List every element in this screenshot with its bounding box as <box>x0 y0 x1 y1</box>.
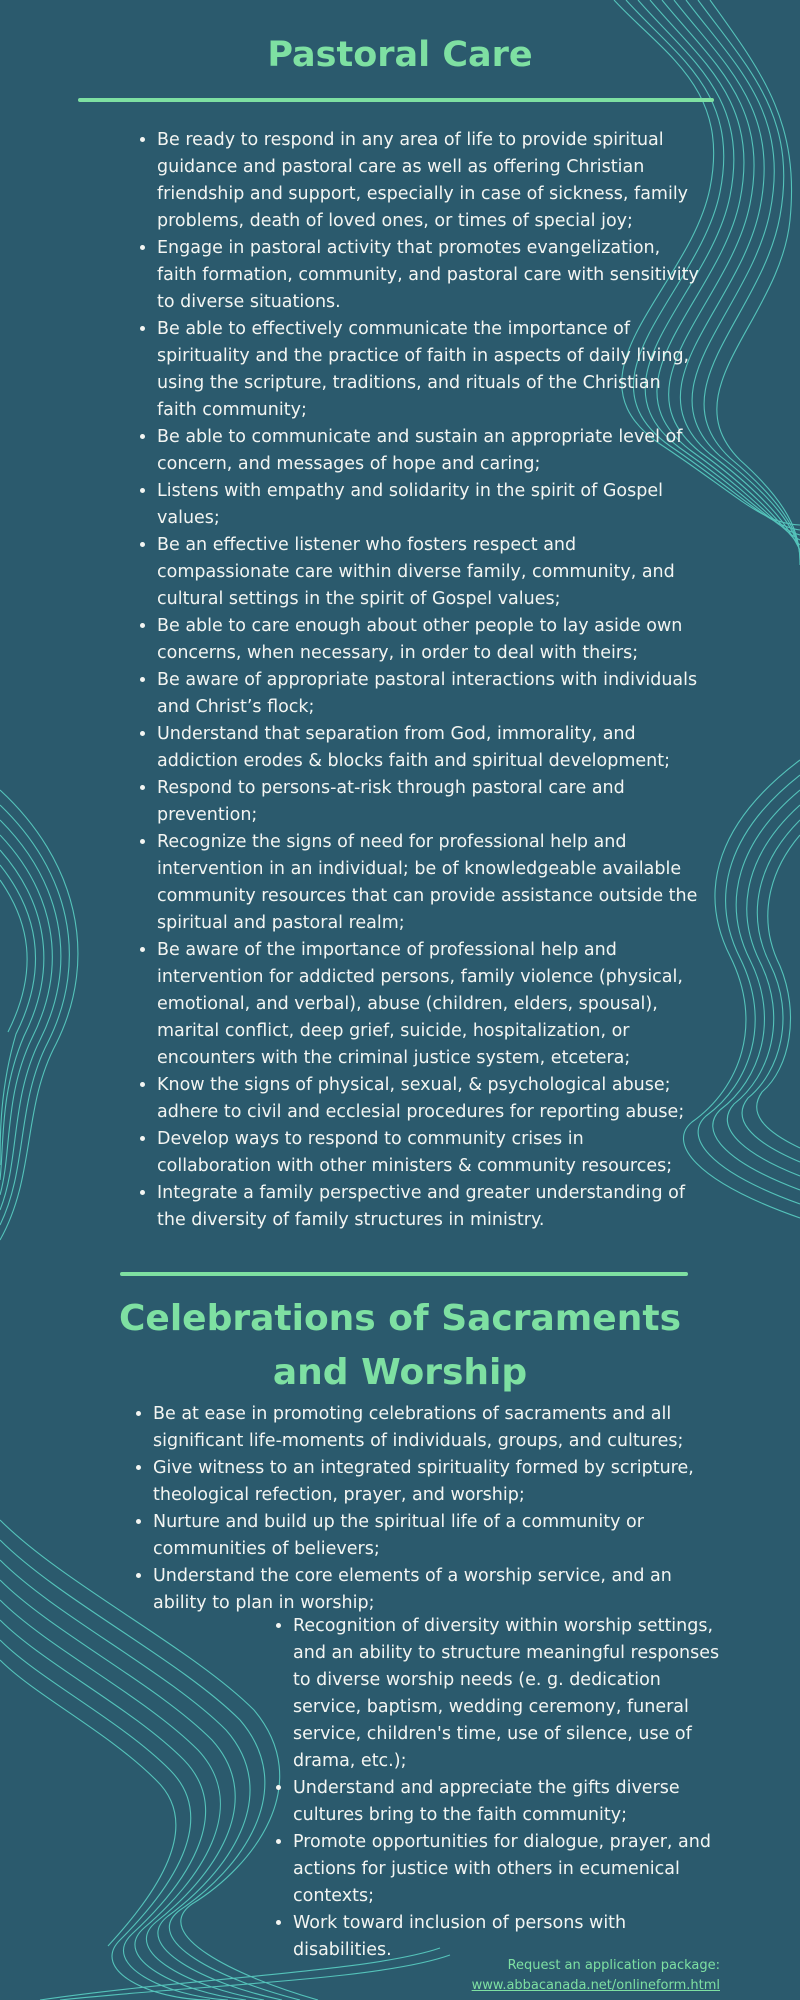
sacraments-worship-list <box>128 1401 715 1617</box>
left-middle-waves <box>0 790 78 1240</box>
list-item: • Be able to effectively communicate the importance of spirituality and the practice of faith in aspects of daily living, using the scripture, traditions, and rituals of the Christian faith community; <box>157 316 702 424</box>
title-line-1: Celebrations of Sacraments <box>118 1298 681 1339</box>
pastoral-care-list <box>132 127 702 1234</box>
list-item: • Listens with empathy and solidarity in the spirit of Gospel values; <box>157 478 702 532</box>
list-item: • Recognize the signs of need for professional help and intervention in an individual; be of knowledgeable available community resources that can provide assistance outside the spiritual and pastoral realm; <box>157 829 702 937</box>
list-item: • Engage in pastoral activity that promotes evangelization, faith formation, community, and pastoral care with sensitivity to diverse situations. <box>157 235 702 316</box>
list-item: • Respond to persons-at-risk through pastoral care and prevention; <box>157 775 702 829</box>
list-item: • Work toward inclusion of persons with disabilities. <box>293 1910 723 1964</box>
footer <box>472 1956 720 1996</box>
list-item: • Be able to communicate and sustain an appropriate level of concern, and messages of hope and caring; <box>157 424 702 478</box>
application-link[interactable]: www.abbacanada.net/onlineform.html <box>471 1978 720 1993</box>
list-item: • Understand and appreciate the gifts diverse cultures bring to the faith community; <box>293 1775 723 1829</box>
section-title-pastoral-care: Pastoral Care <box>267 35 533 75</box>
list-item: • Know the signs of physical, sexual, & psychological abuse; adhere to civil and ecclesial procedures for reporting abuse; <box>157 1072 702 1126</box>
list-item: • Understand that separation from God, immorality, and addiction erodes & blocks faith and spiritual development; <box>157 721 702 775</box>
list-item: • Be aware of the importance of professional help and intervention for addicted persons, family violence (physical, emotional, and verbal), abuse (children, elders, spousal), marital conflict, deep grief, suicide, hospitalization, or encounters with the criminal justice system, etcetera; <box>157 937 702 1072</box>
list-item: • Be ready to respond in any area of life to provide spiritual guidance and pastoral care as well as offering Christian friendship and support, especially in case of sickness, family problems, death of loved ones, or times of special joy; <box>157 127 702 235</box>
request-text: Request an application package: <box>507 1958 720 1973</box>
section-title-sacraments-worship <box>0 1292 800 1400</box>
list-item: • Be an effective listener who fosters respect and compassionate care within diverse family, community, and cultural settings in the spirit of Gospel values; <box>157 532 702 613</box>
list-item: • Be aware of appropriate pastoral interactions with individuals and Christ’s flock; <box>157 667 702 721</box>
list-item: • Promote opportunities for dialogue, prayer, and actions for justice with others in ecumenical contexts; <box>293 1829 723 1910</box>
list-item: • Integrate a family perspective and greater understanding of the diversity of family structures in ministry. <box>157 1180 702 1234</box>
list-item: • Recognition of diversity within worship settings, and an ability to structure meaningful responses to diverse worship needs (e. g. dedication service, baptism, wedding ceremony, funeral service, children's time, use of silence, use of drama, etc.); <box>293 1613 723 1775</box>
worship-sub-list <box>268 1613 723 1964</box>
list-item: • Nurture and build up the spiritual life of a community or communities of believers; <box>153 1509 715 1563</box>
list-item: • Be at ease in promoting celebrations of sacraments and all significant life-moments of individuals, groups, and cultures; <box>153 1401 715 1455</box>
list-item: • Be able to care enough about other people to lay aside own concerns, when necessary, in order to deal with theirs; <box>157 613 702 667</box>
title-line-2: and Worship <box>272 1352 528 1393</box>
section-divider <box>78 98 714 102</box>
list-item: • Give witness to an integrated spirituality formed by scripture, theological refection, prayer, and worship; <box>153 1455 715 1509</box>
list-item: • Understand the core elements of a worship service, and an ability to plan in worship; <box>153 1563 715 1617</box>
list-item: • Develop ways to respond to community crises in collaboration with other ministers & community resources; <box>157 1126 702 1180</box>
section-divider <box>120 1272 688 1276</box>
